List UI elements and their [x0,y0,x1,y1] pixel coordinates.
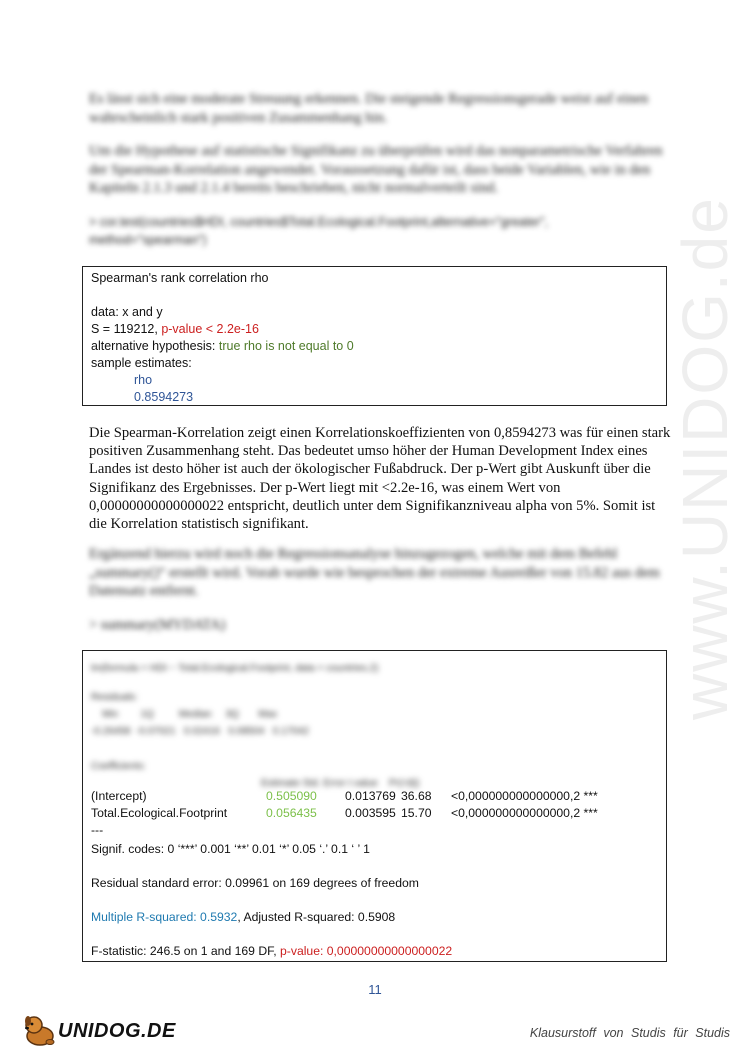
p-value: p-value < 2.2e-16 [161,322,259,336]
regression-output-box [82,650,667,962]
s-line [91,321,658,338]
footer-tagline: Klausurstoff von Studis für Studis [529,1026,730,1040]
alt-hypothesis-line [91,338,658,355]
table-row [91,788,658,805]
watermark: www.UNIDOG.de [669,196,741,720]
blurred-residuals-values: -0.26458 -0.07021 0.02416 0.08504 0.17042 [91,726,309,737]
s-value: S = 119212, [91,322,162,336]
logo-text: UNIDOG.DE [58,1020,176,1042]
adjusted-r-squared: , Adjusted R-squared: 0.5908 [237,910,396,924]
blurred-paragraph-1: Es lässt sich eine moderate Streuung erkennen. Die steigende Regressionsgerade weist auf einen wahrscheinlich stark positiven Zusammenhang hin. [89,91,649,126]
blurred-call-line: lm(formula = HDI ~ Total.Ecological.Footprint, data = countries.2) [91,663,379,674]
blurred-code-line-3: > summary(MYDATA) [89,617,226,633]
f-p-value: p-value: 0,00000000000000022 [280,944,453,958]
page-number: 11 [368,982,382,997]
row-t-value: 36.68 [401,789,432,803]
alt-value: true rho is not equal to 0 [218,339,354,353]
blurred-paragraph-2: Um die Hypothese auf statistische Signifikanz zu überprüfen wird das nonparametrische Verfahren der Spearman-Korrelation angewendet. Voraussetzung dafür ist, dass beide Variablen, wie in den Kapiteln 2.1.3 und 2.1.4 bereits beschrieben, nicht normalverteilt sind. [89,143,663,196]
row-t-value: 15.70 [401,806,432,820]
row-p-value: <0,000000000000000,2 *** [451,806,598,820]
alt-label: alternative hypothesis: [91,339,219,353]
row-name: Total.Ecological.Footprint [91,806,228,820]
coefficients-table [91,788,658,822]
row-std-error: 0.013769 [345,789,396,803]
blurred-paragraph-3: Ergänzend hierzu wird noch die Regressionsanalyse hinzugezogen, welche mit dem Befehl „summary()“ erstellt wird. Vorab wurde wie besprochen der extreme Ausreißer von 15.82 aus dem Datensatz entfernt. [89,546,660,599]
spearman-title: Spearman's rank correlation rho [91,271,269,285]
row-std-error: 0.003595 [345,806,396,820]
r-squared-line [91,909,658,926]
dog-icon [20,1012,60,1048]
blurred-coefficients-label: Coefficients: [91,761,146,772]
blurred-residuals-label: Residuals: [91,692,138,703]
data-line: data: x and y [91,305,163,319]
blurred-code-line-1: > cor.test(countries$HDI, countries$Total.Ecological.Footprint,alternative="greater", [89,215,549,229]
row-estimate: 0.505090 [266,789,317,803]
spearman-output-box [82,266,667,406]
residual-standard-error: Residual standard error: 0.09961 on 169 degrees of freedom [91,876,419,890]
rho-label: rho [134,373,153,387]
f-statistic-line [91,943,658,960]
signif-codes: Signif. codes: 0 ‘***’ 0.001 ‘**’ 0.01 ‘*’ 0.05 ‘.’ 0.1 ‘ ’ 1 [91,842,370,856]
blurred-code-line-2: method="spearman") [89,233,207,247]
interpretation-paragraph: Die Spearman-Korrelation zeigt einen Korrelationskoeffizienten von 0,8594273 was für einen stark positiven Zusammenhang steht. Das bedeutet umso höher der Human Development Index eines Landes ist desto höher ist auch der ökologischer Fußabdruck. Der p-Wert gibt Auskunft über die Signifikanz des Ergebnisses. Der p-Wert liegt mit <2.2e-16, was einem Wert von 0,00000000000000022 entspricht, deutlich unter dem Signifikanzniveau alpha von 5%. Somit ist die Korrelation statistisch signifikant. [89,425,671,533]
multiple-r-squared: Multiple R-squared: 0.5932 [91,910,238,924]
blurred-coefficients-header: Estimate Std. Error t value Pr(>|t|) [261,778,420,789]
row-estimate: 0.056435 [266,806,317,820]
footer [20,1012,730,1052]
table-row [91,805,658,822]
blurred-residuals-header: Min 1Q Median 3Q Max [91,709,278,720]
row-p-value: <0,000000000000000,2 *** [451,789,598,803]
estimates-label: sample estimates: [91,356,192,370]
f-statistic: F-statistic: 246.5 on 1 and 169 DF, [91,944,281,958]
unidog-logo [20,1012,220,1048]
rho-value: 0.8594273 [134,390,194,404]
row-name: (Intercept) [91,789,147,803]
separator-line: --- [91,823,104,837]
